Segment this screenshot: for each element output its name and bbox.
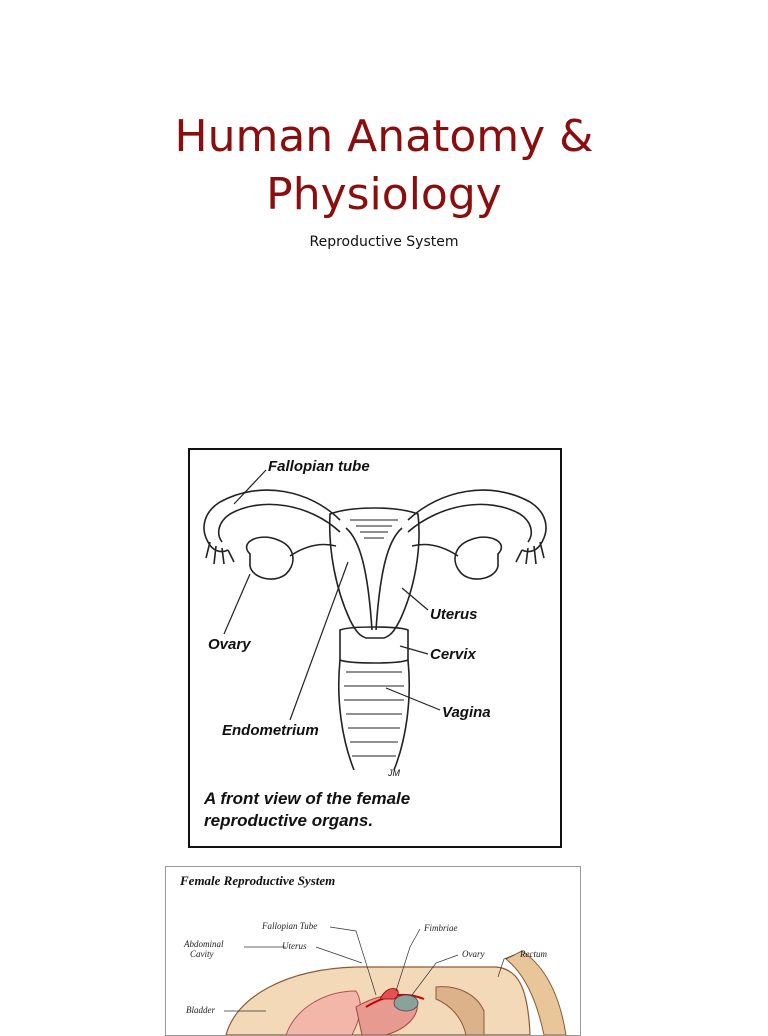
- figure2-title: Female Reproductive System: [180, 873, 336, 888]
- label-vagina: Vagina: [442, 704, 491, 721]
- slide-subtitle: Reproductive System: [309, 234, 459, 250]
- side-view-illustration: [166, 867, 580, 1035]
- label2-fimbriae: Fimbriae: [424, 923, 458, 933]
- label2-ovary: Ovary: [462, 949, 485, 959]
- label-uterus: Uterus: [430, 606, 478, 623]
- caption-line-2: reproductive organs.: [204, 811, 374, 830]
- label-endometrium: Endometrium: [222, 722, 319, 739]
- label-fallopian-tube: Fallopian tube: [268, 458, 370, 475]
- artist-signature: JM: [388, 768, 400, 778]
- side-view-figure: [165, 866, 581, 1036]
- label-cervix: Cervix: [430, 646, 476, 663]
- label2-abdominal-cavity-line2: Cavity: [190, 949, 214, 959]
- title-line-2: Physiology: [266, 169, 502, 220]
- slide-title: [0, 108, 768, 224]
- title-line-1: Human Anatomy &: [174, 111, 594, 162]
- label2-uterus: Uterus: [282, 941, 307, 951]
- label2-abdominal-cavity-line1: Abdominal: [184, 939, 224, 949]
- label-ovary: Ovary: [208, 636, 251, 653]
- caption-line-1: A front view of the female: [204, 789, 411, 808]
- label2-rectum: Rectum: [520, 949, 547, 959]
- figure-caption: [204, 788, 410, 832]
- label2-bladder: Bladder: [186, 1005, 215, 1015]
- label2-fallopian-tube: Fallopian Tube: [262, 921, 318, 931]
- front-view-figure: [188, 448, 562, 848]
